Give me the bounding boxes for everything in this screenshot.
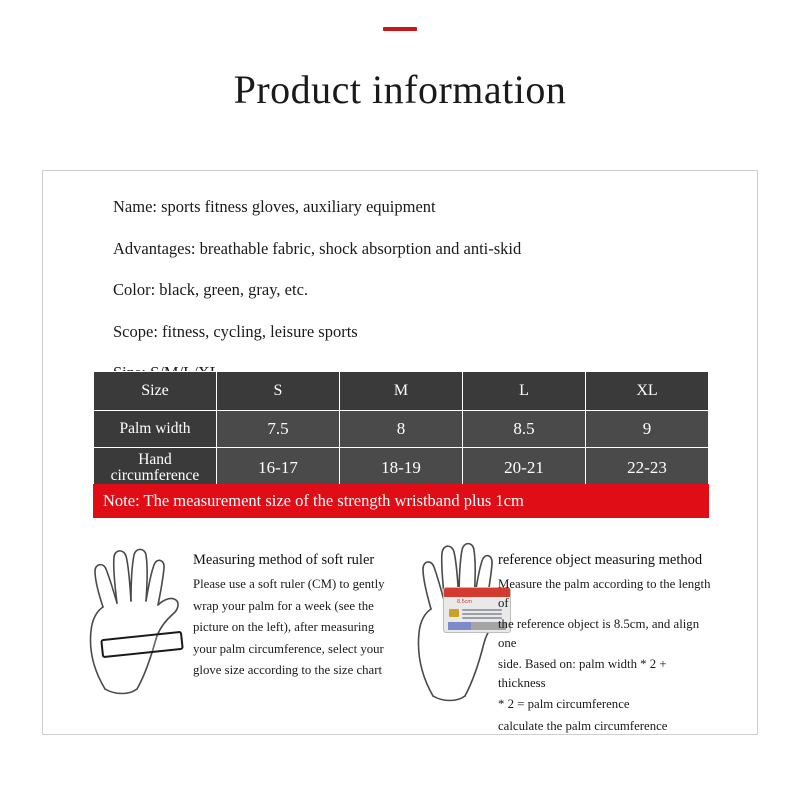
- page-title: Product information: [233, 67, 567, 112]
- table-header-cell-s: S: [217, 372, 340, 411]
- hand-circumference-s: 16-17: [217, 448, 340, 489]
- table-header-cell-m: M: [340, 372, 463, 411]
- hand-outline-icon: [65, 539, 205, 699]
- card-chip-icon: [449, 609, 459, 617]
- reference-object-body: [498, 575, 713, 735]
- table-header-row: [94, 372, 709, 411]
- soft-ruler-heading: Measuring method of soft ruler: [193, 552, 375, 568]
- table-header-cell-size: Size: [94, 372, 217, 411]
- soft-ruler-line-2: wrap your palm for a week (see the: [193, 598, 374, 613]
- info-panel: [42, 170, 758, 735]
- table-row: [94, 448, 709, 489]
- spec-line-scope: Scope: fitness, cycling, leisure sports: [113, 321, 358, 341]
- soft-ruler-line-4: your palm circumference, select your: [193, 641, 384, 656]
- spec-line-name: Name: sports fitness gloves, auxiliary equipment: [113, 197, 436, 216]
- reference-object-heading: reference object measuring method: [498, 552, 703, 568]
- hand-circumference-l: 20-21: [463, 448, 586, 489]
- reference-object-line-4: * 2 = palm circumference: [498, 697, 630, 712]
- card-dimension-label: 8.5cm: [457, 599, 472, 605]
- table-row: [94, 411, 709, 448]
- hand-circumference-xl: 22-23: [586, 448, 709, 489]
- table-header-cell-xl: XL: [586, 372, 709, 411]
- row-label-palm-width: Palm width: [94, 411, 217, 448]
- palm-width-xl: 9: [586, 411, 709, 448]
- accent-dash: [383, 27, 417, 31]
- hand-illustration-left: [65, 539, 205, 699]
- reference-object-line-3: side. Based on: palm width * 2 + thickness: [498, 657, 667, 690]
- table-header-cell-l: L: [463, 372, 586, 411]
- measuring-methods-section: [43, 529, 757, 733]
- reference-object-line-1: Measure the palm according to the length of: [498, 577, 711, 610]
- palm-width-m: 8: [340, 411, 463, 448]
- row-label-hand-circumference: Hand circumference: [94, 448, 217, 489]
- palm-width-l: 8.5: [463, 411, 586, 448]
- soft-ruler-line-3: picture on the left), after measuring: [193, 620, 375, 635]
- palm-width-s: 7.5: [217, 411, 340, 448]
- size-chart-table: [93, 371, 709, 489]
- soft-ruler-line-1: Please use a soft ruler (CM) to gently: [193, 577, 385, 591]
- hand-circumference-m: 18-19: [340, 448, 463, 489]
- spec-line-color: Color: black, green, gray, etc.: [113, 280, 309, 299]
- soft-ruler-line-5: glove size according to the size chart: [193, 663, 383, 678]
- spec-line-advantages: Advantages: breathable fabric, shock absorption and anti-skid: [113, 238, 522, 258]
- soft-ruler-method-column: [193, 552, 408, 683]
- card-text-lines: [462, 609, 502, 621]
- reference-object-method-column: [498, 552, 713, 738]
- reference-object-line-5: calculate the palm circumference: [498, 718, 668, 733]
- reference-object-line-2: the reference object is 8.5cm, and align one: [498, 617, 700, 650]
- measurement-note-bar: Note: The measurement size of the strength wristband plus 1cm: [93, 484, 709, 518]
- soft-ruler-body: [193, 575, 408, 680]
